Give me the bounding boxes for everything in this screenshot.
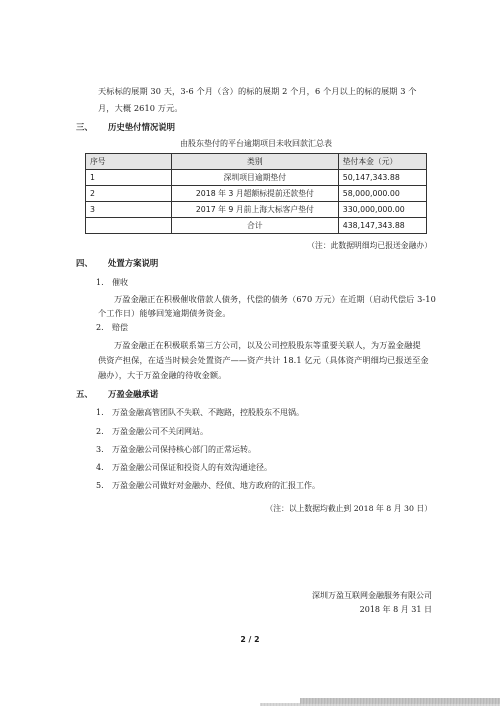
section-3-title: 历史垫付情况说明 [108, 122, 175, 132]
item-4-2-number: 2. [96, 323, 104, 332]
item-5-2-number: 2. [96, 427, 104, 436]
section-4-title: 处置方案说明 [108, 258, 159, 268]
row-amount: 58,000,000.00 [338, 186, 426, 202]
item-4-2-body-2: 供资产担保，在适当时候会处置资产——资产共计 18.1 亿元（具体资产明细均已报送至金 [98, 355, 429, 365]
col-header-no: 序号 [86, 154, 172, 170]
row-amount: 50,147,343.88 [338, 170, 426, 186]
table-total-row [86, 218, 427, 234]
item-4-1-body-1: 万盈金融正在积极催收借款人债务，代偿的债务（670 万元）在近期（启动代偿后 3-10 [114, 294, 436, 304]
table-row [86, 186, 427, 202]
item-4-2-body-1: 万盈金融正在积极联系第三方公司，以及公司控股股东等重要关联人，为万盈金融提 [114, 340, 421, 350]
table-note: （注：此数据明细均已报送金融办） [307, 241, 432, 250]
item-4-2-body-3: 融办），大于万盈金融的待收金额。 [98, 370, 227, 380]
section-5-number: 五、 [76, 389, 93, 399]
section-3-number: 三、 [76, 122, 93, 132]
row-no: 1 [86, 170, 172, 186]
item-5-2-text: 万盈金融公司不关闭网站。 [112, 427, 208, 436]
total-amount: 438,147,343.88 [338, 218, 426, 234]
section-5-title: 万盈金融承诺 [108, 389, 159, 399]
item-4-2-title: 赔偿 [112, 323, 128, 332]
item-4-1-body-2: 个工作日）能够回笼逾期债务资金。 [98, 308, 231, 318]
item-4-1-title: 催收 [112, 278, 128, 287]
section-4-number: 四、 [76, 258, 93, 268]
total-empty-cell [86, 218, 172, 234]
table-header-row [86, 154, 427, 170]
item-5-1-number: 1. [96, 408, 104, 417]
item-5-4-text: 万盈金融公司保证和投资人的有效沟通途径。 [112, 463, 272, 472]
row-category: 深圳项目逾期垫付 [171, 170, 338, 186]
item-5-5-text: 万盈金融公司做好对金融办、经侦、地方政府的汇报工作。 [112, 481, 320, 490]
item-5-1-text: 万盈金融高管团队不失联、不跑路，控股股东不甩锅。 [112, 408, 304, 417]
col-header-category: 类别 [171, 154, 338, 170]
advance-summary-table [85, 153, 427, 234]
row-category: 2017 年 9 月前上海大标客户垫付 [171, 202, 338, 218]
scan-edge-artifact [260, 703, 500, 706]
data-cutoff-note: （注：以上数据均截止到 2018 年 8 月 30 日） [265, 504, 432, 513]
intro-line-2: 月，大概 2610 万元。 [98, 103, 183, 113]
intro-line-1: 天标标的展期 30 天，3-6 个月（含）的标的展期 2 个月，6 个月以上的标的展期 3 个 [98, 86, 417, 96]
table-row [86, 202, 427, 218]
col-header-amount: 垫付本金（元） [338, 154, 426, 170]
item-5-4-number: 4. [96, 463, 104, 472]
row-amount: 330,000,000.00 [338, 202, 426, 218]
item-4-1-number: 1. [96, 278, 104, 287]
row-category: 2018 年 3 月超额标提前还款垫付 [171, 186, 338, 202]
page-number: 2 / 2 [240, 635, 260, 644]
row-no: 2 [86, 186, 172, 202]
signature-company: 深圳万盈互联网金融服务有限公司 [312, 591, 432, 600]
row-no: 3 [86, 202, 172, 218]
item-5-3-number: 3. [96, 445, 104, 454]
signature-date: 2018 年 8 月 31 日 [359, 605, 432, 614]
table-row [86, 170, 427, 186]
table-caption: 由股东垫付的平台逾期项目未收回款汇总表 [180, 139, 332, 148]
total-label: 合计 [171, 218, 338, 234]
item-5-5-number: 5. [96, 481, 104, 490]
item-5-3-text: 万盈金融公司保持核心部门的正常运转。 [112, 445, 256, 454]
